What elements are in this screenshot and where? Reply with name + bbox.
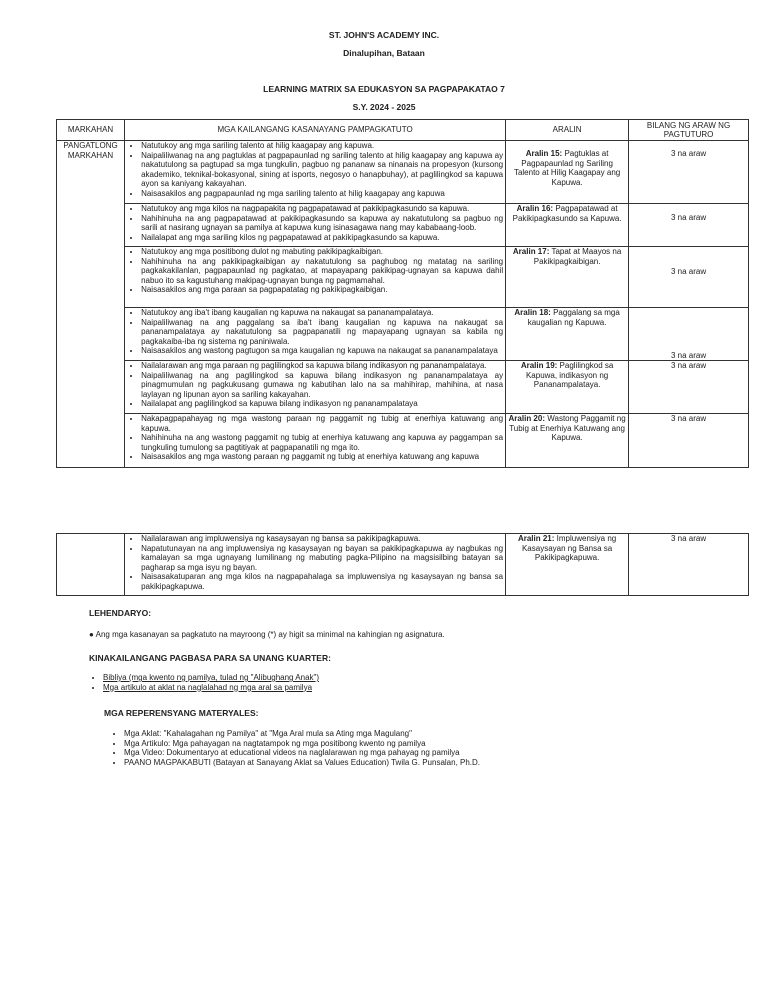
list-item: • Mga Artikulo: Mga pahayagan na nagtatampok ng mga positibong kwento ng pamilya: [124, 739, 480, 749]
competency-cell: [125, 204, 506, 247]
list-item: • Napatutunayan na ang impluwensiya ng kasaysayan ng bayan sa pakikipagkapuwa ay nagbukas ng kamalayan sa mga ugnayang lumilinang ng mabuting pagka-Pilipino na magsisilbing batayan sa pagharap sa mga isyu ng bayan.: [141, 544, 503, 573]
table-row: [57, 534, 749, 596]
list-item: • Naipaliliwanag na ang paggalang sa iba't ibang kaugalian ng kapuwa na nakaugat sa pananampalataya ay nakatutulong sa pagpapanatili ng mapayapang ugnayan sa kabila ng pagkakaiba-iba ng sistema ng paniniwala.: [141, 318, 503, 347]
list-item: • Naisasakilos ang mga paraan sa pagpapatatag ng pakikipagkaibigan.: [141, 285, 503, 295]
bullet-icon: ●: [89, 630, 96, 639]
table-row: [57, 361, 749, 414]
list-item: • Nahihinuha na ang pakikipagkaibigan ay nakatutulong sa paghubog ng matatag na sariling pagkakakilanlan, pagpapaunlad ng pagkatao, at mapayapang pakikipag-ugnayan sa kapuwa dahil nabuo ito sa kagustuhang makipag-ugnayan bunga ng pagmamahal.: [141, 257, 503, 286]
lehendaryo-note: Ang mga kasanayan sa pagkatuto na mayroong (*) ay higit sa minimal na kahingian ng asignatura.: [95, 630, 445, 639]
learning-matrix-table-continued: [56, 533, 749, 596]
days-cell: 3 na araw: [629, 204, 749, 247]
markahan-cell: PANGATLONG MARKAHAN: [57, 141, 125, 468]
list-item: • Naisasakilos ang pagpapaunlad ng mga sariling talento at hilig kaagapay ang kapuwa: [141, 189, 503, 199]
aralin-title: Impluwensiya ng Kasaysayan ng Bansa sa Pakikipagkapuwa.: [521, 534, 617, 562]
list-item: • Mga Video: Dokumentaryo at educational videos na naglalarawan ng mga pahayag ng pamilya: [124, 748, 480, 758]
list-item: • Natutukoy ang iba't ibang kaugalian ng kapuwa na nakaugat sa pananampalataya.: [141, 308, 503, 318]
list-item: • Natutukoy ang mga sariling talento at hilig kaagapay ang kapuwa.: [141, 141, 503, 151]
lehendaryo-text: [89, 630, 445, 639]
days-cell: 3 na araw: [629, 141, 749, 204]
competency-cell: [125, 247, 506, 308]
header-markahan: MARKAHAN: [57, 120, 125, 141]
table-header-row: [57, 120, 749, 141]
school-year: S.Y. 2024 - 2025: [352, 102, 416, 112]
aralin-title: Pagpapatawad at Pakikipagkasundo sa Kapuwa.: [512, 204, 622, 223]
header-aralin: ARALIN: [506, 120, 629, 141]
table-row: [57, 204, 749, 247]
list-item: • Natutukoy ang mga positibong dulot ng mabuting pakikipagkaibigan.: [141, 247, 503, 257]
aralin-number: Aralin 15:: [525, 149, 563, 158]
school-location: Dinalupihan, Bataan: [343, 48, 425, 58]
competency-cell: [125, 414, 506, 468]
competency-cell: [125, 361, 506, 414]
materyales-list: [110, 729, 480, 767]
competency-cell: [125, 534, 506, 596]
list-item: • Nakapagpapahayag ng mga wastong paraan ng paggamit ng tubig at enerhiya katuwang ang kapuwa.: [141, 414, 503, 433]
list-item: • Naisasakatuparan ang mga kilos na nagpapahalaga sa impluwensiya ng kasaysayan ng bansa sa pakikipagkapuwa.: [141, 572, 503, 591]
aralin-number: Aralin 16:: [516, 204, 554, 213]
competency-cell: [125, 141, 506, 204]
list-item: • Naisasakilos ang mga wastong paraan ng paggamit ng tubig at enerhiya katuwang ang kapuwa: [141, 452, 503, 462]
pagbasa-heading: KINAKAILANGANG PAGBASA PARA SA UNANG KUARTER:: [89, 653, 331, 663]
list-item: • Nailalarawan ang mga paraan ng paglilingkod sa kapuwa bilang indikasyon ng pananampalataya.: [141, 361, 503, 371]
aralin-title: Tapat at Maayos na Pakikipagkaibigan.: [533, 247, 622, 266]
aralin-number: Aralin 18:: [514, 308, 551, 317]
days-cell: 3 na araw: [629, 361, 749, 414]
aralin-number: Aralin 20:: [508, 414, 545, 423]
days-cell: 3 na araw: [629, 414, 749, 468]
document-title: LEARNING MATRIX SA EDUKASYON SA PAGPAPAKATAO 7: [263, 84, 505, 94]
list-item: • Naipaliliwanag na ang paglilingkod sa kapuwa bilang indikasyon ng pananampalataya ay pinagmumulan ng pagkukusang gumawa ng kabutihan lalo na sa mahihirap, mahihina, at nasa laylayan ng lipunan ayon sa sariling kakayahan.: [141, 371, 503, 400]
aralin-number: Aralin 17:: [512, 247, 550, 256]
aralin-cell: [506, 534, 629, 596]
list-item: • Naisasakilos ang wastong pagtugon sa mga kaugalian ng kapuwa na nakaugat sa pananampalataya: [141, 346, 503, 356]
days-cell: 3 na araw: [629, 247, 749, 308]
aralin-number: Aralin 21:: [517, 534, 555, 543]
school-name: ST. JOHN'S ACADEMY INC.: [328, 30, 440, 40]
table-row: [57, 247, 749, 308]
list-item: • Bibliya (mga kwento ng pamilya, tulad ng "Alibughang Anak"): [103, 673, 319, 683]
list-item: • Nailalapat ang paglilingkod sa kapuwa bilang indikasyon ng pananampalataya: [141, 399, 503, 409]
learning-matrix-table: [56, 119, 749, 468]
list-item: • Natutukoy ang mga kilos na nagpapakita ng pagpapatawad at pakikipagkasundo sa kapuwa.: [141, 204, 503, 214]
list-item: • Nahihinuha na ang wastong paggamit ng tubig at enerhiya katuwang ang kapuwa ay paggampan sa tungkuling tumulong sa pagtitiyak at pagpapanatili ng mga ito.: [141, 433, 503, 452]
list-item: • Nailalarawan ang impluwensiya ng kasaysayan ng bansa sa pakikipagkapuwa.: [141, 534, 503, 544]
aralin-cell: [506, 361, 629, 414]
aralin-cell: [506, 141, 629, 204]
table-row: [57, 414, 749, 468]
markahan-cell-empty: [57, 534, 125, 596]
list-item: • Mga Aklat: "Kahalagahan ng Pamilya" at "Mga Aral mula sa Ating mga Magulang": [124, 729, 480, 739]
list-item: • Mga artikulo at aklat na naglalahad ng mga aral sa pamilya: [103, 683, 319, 693]
header-kasanayan: MGA KAILANGANG KASANAYANG PAMPAGKATUTO: [125, 120, 506, 141]
aralin-title: Paglilingkod sa Kapuwa, indikasyon ng Pananampalataya.: [525, 361, 614, 389]
aralin-title: Wastong Paggamit ng Tubig at Enerhiya Katuwang ang Kapuwa.: [509, 414, 626, 442]
aralin-title: Pagtuklas at Pagpapaunlad ng Sariling Talento at Hilig Kaagapay ang Kapuwa.: [513, 149, 621, 187]
aralin-cell: [506, 204, 629, 247]
list-item: • PAANO MAGPAKABUTI (Batayan at Sanayang Aklat sa Values Education) Twila G. Punsalan, Ph.D.: [124, 758, 480, 768]
table-row: [57, 141, 749, 204]
aralin-number: Aralin 19:: [520, 361, 558, 370]
competency-cell: [125, 308, 506, 361]
days-cell: 3 na araw: [629, 534, 749, 596]
aralin-cell: [506, 247, 629, 308]
aralin-cell: [506, 308, 629, 361]
list-item: • Naipaliliwanag na ang pagtuklas at pagpapaunlad ng sariling talento at hilig kaagapay ang kapuwa ay nakatutulong sa pagtupad sa mga tungkulin, pagbuo ng pananaw sa ninanais na propesyon (kursong akademiko, teknikal-bokasyonal, sining at isports, negosyo o hanapbuhay), at paglilingkod sa kapuwa ayon sa kaniyang kakayahan.: [141, 151, 503, 189]
header-bilang-araw: BILANG NG ARAW NG PAGTUTURO: [629, 120, 749, 141]
list-item: • Nailalapat ang mga sariling kilos ng pagpapatawad at pakikipagkasundo sa kapuwa.: [141, 233, 503, 243]
aralin-title: Paggalang sa mga kaugalian ng Kapuwa.: [527, 308, 620, 327]
lehendaryo-heading: LEHENDARYO:: [89, 608, 152, 618]
days-cell: 3 na araw: [629, 308, 749, 361]
materyales-heading: MGA REPERENSYANG MATERYALES:: [104, 708, 259, 718]
aralin-cell: [506, 414, 629, 468]
list-item: • Nahihinuha na ang pagpapatawad at pakikipagkasundo sa kapuwa ay nakatutulong sa pagbuo ng sarili at nasirang ugnayan sa pamilya at kapuwa kung isinasagawa nang may kababaang-loob.: [141, 214, 503, 233]
table-row: [57, 308, 749, 361]
pagbasa-list: [89, 673, 319, 692]
